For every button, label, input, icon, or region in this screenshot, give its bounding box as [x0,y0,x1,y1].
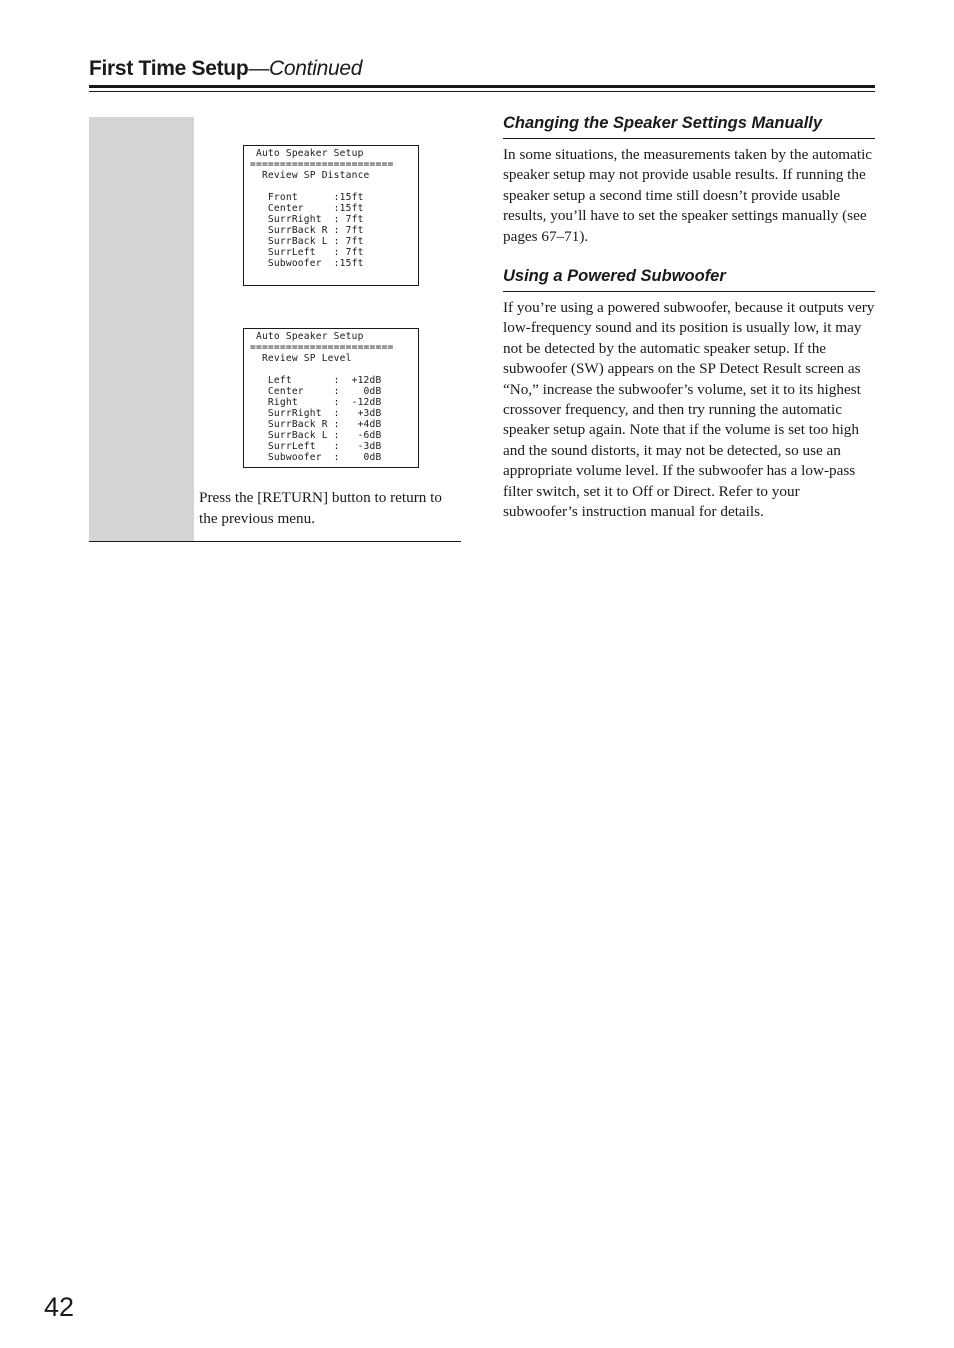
step-sidebar [89,117,194,541]
section-body-powered-subwoofer: If you’re using a powered subwoofer, because it outputs very low-frequency sound and its position is usually low, it may not be detected by the automatic speaker setup. If the subwoofer (SW) appears on the SP Detect Result screen as “No,” increase the subwoofer’s volume, set it to its highest crossover frequency, and then try running the automatic speaker setup again. Note that if the volume is set too high and the sound distorts, it may not be detected, so use an appropriate volume level. If the subwoofer has a low-pass filter switch, set it to Off or Direct. Refer to your subwoofer’s instruction manual for details. [503,299,875,521]
section-body-manual-settings: In some situations, the measurements taken by the automatic speaker setup may not provide usable results. If running the speaker setup a second time still doesn’t provide usable results, you’ll have to set the speaker settings manually (see pages 67–71). [503,146,873,245]
header-continued-text: —Continued [248,57,363,80]
right-column [503,112,875,523]
header-title-text: First Time Setup [89,57,249,80]
page-number: 42 [44,1292,75,1322]
page-header-title [89,56,875,82]
osd-screen-sp-distance [243,145,419,286]
osd-level-text: Auto Speaker Setup ======================== Review SP Level Left : +12dB Center : 0dB Right : -12dB SurrRight : +3dB SurrBack R : +4dB SurrBack L : -6dB SurrLeft : -3dB Subwoofer : 0dB [250,331,394,463]
return-note: Press the [RETURN] button to return to the previous menu. [199,489,442,527]
section-heading-manual-settings: Changing the Speaker Settings Manually [503,112,875,139]
section-heading-powered-subwoofer: Using a Powered Subwoofer [503,265,875,292]
header-rule [89,85,875,88]
osd-screen-sp-level [243,328,419,468]
header-rule-thin [89,91,875,92]
osd-distance-text: Auto Speaker Setup ======================== Review SP Distance Front :15ft Center :15ft SurrRight : 7ft SurrBack R : 7ft SurrBack L : 7ft SurrLeft : 7ft Subwoofer :15ft [250,148,394,269]
page-header [89,56,875,82]
